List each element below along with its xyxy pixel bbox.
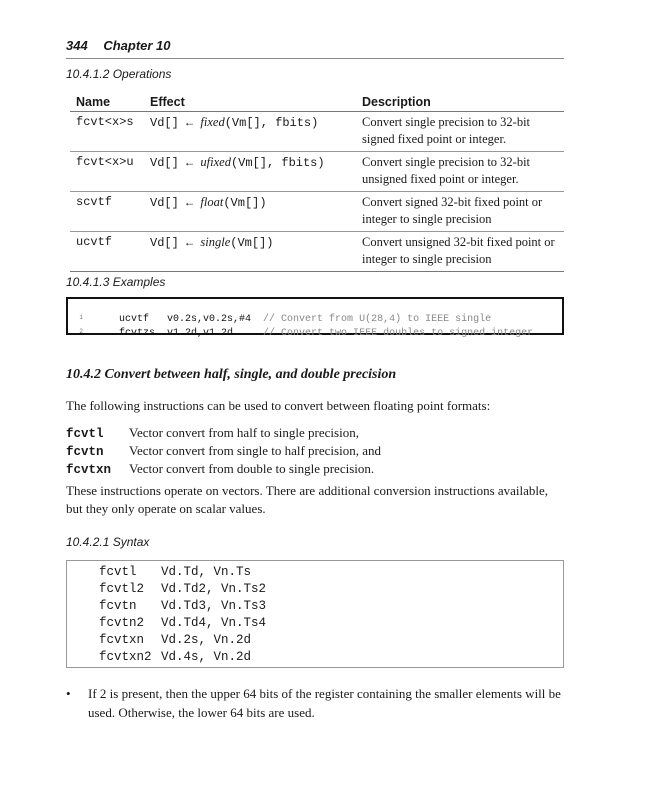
table-row (70, 232, 564, 272)
syntax-line: fcvtxn Vd.2s, Vn.2d (99, 633, 252, 647)
definition-term: fcvtn (66, 445, 104, 459)
line-number: 1 (79, 314, 83, 321)
operations-table (70, 93, 564, 272)
operations-heading: 10.4.1.2 Operations (66, 67, 172, 81)
list-item (66, 460, 381, 478)
chapter-title: Chapter 10 (103, 38, 171, 53)
column-header-effect: Effect (144, 93, 356, 112)
page-number: 344 (66, 38, 88, 53)
instruction-name: ucvtf (70, 232, 144, 272)
syntax-line: fcvtn2 Vd.Td4, Vn.Ts4 (99, 616, 267, 630)
syntax-box (66, 560, 564, 668)
table-header-row (70, 93, 564, 112)
column-header-description: Description (356, 93, 564, 112)
code-comment: // Convert two IEEE doubles to signed integer (263, 328, 534, 339)
instruction-name: fcvt<x>u (70, 152, 144, 192)
vectors-paragraph: These instructions operate on vectors. There are additional conversion instructions available, but they only operate on scalar values. (66, 483, 549, 516)
instruction-effect: Vd[] ← float(Vm[]) (144, 192, 356, 232)
syntax-line: fcvtxn2 Vd.4s, Vn.2d (99, 650, 252, 664)
syntax-line: fcvtl Vd.Td, Vn.Ts (99, 565, 252, 579)
list-item (66, 424, 381, 442)
instruction-effect: Vd[] ← single(Vm[]) (144, 232, 356, 272)
code-listing (66, 297, 564, 339)
syntax-heading: 10.4.2.1 Syntax (66, 535, 150, 549)
examples-heading: 10.4.1.3 Examples (66, 275, 166, 289)
code-comment: // Convert from U(28,4) to IEEE single (263, 314, 492, 325)
column-header-name: Name (70, 93, 144, 112)
bullet-item (66, 684, 561, 722)
code-line: 2 fcvtzs v1.2d,v1.2d // Convert two IEEE doubles to signed integer (95, 317, 533, 331)
instruction-description: Convert unsigned 32-bit fixed point or integer to single precision (356, 232, 564, 272)
intro-paragraph: The following instructions can be used to convert between floating point formats: (66, 398, 491, 413)
definition-desc: Vector convert from single to half precision, and (129, 443, 381, 458)
instruction-effect: Vd[] ← fixed(Vm[], fbits) (144, 112, 356, 152)
page-header (66, 38, 564, 59)
instruction-name: fcvt<x>s (70, 112, 144, 152)
syntax-line: fcvtn Vd.Td3, Vn.Ts3 (99, 599, 267, 613)
definition-list (66, 424, 381, 478)
instruction-name: scvtf (70, 192, 144, 232)
line-number: 2 (79, 328, 83, 335)
table-row (70, 152, 564, 192)
section-heading: 10.4.2 Convert between half, single, and double precision (66, 367, 397, 382)
list-item (66, 442, 381, 460)
syntax-line: fcvtl2 Vd.Td2, Vn.Ts2 (99, 582, 267, 596)
definition-term: fcvtl (66, 427, 104, 441)
table-row (70, 112, 564, 152)
table-row (70, 192, 564, 232)
instruction-description: Convert signed 32-bit fixed point or integer to single precision (356, 192, 564, 232)
code-line: 1 ucvtf v0.2s,v0.2s,#4 // Convert from U(28,4) to IEEE single (95, 303, 491, 317)
bullet-icon: • (66, 686, 71, 701)
definition-desc: Vector convert from half to single precision, (129, 425, 359, 440)
bullet-text: If 2 is present, then the upper 64 bits of the register containing the smaller elements will be used. Otherwise, the lower 64 bits are used. (88, 686, 561, 720)
instruction-effect: Vd[] ← ufixed(Vm[], fbits) (144, 152, 356, 192)
definition-desc: Vector convert from double to single precision. (129, 461, 375, 476)
definition-term: fcvtxn (66, 463, 112, 477)
instruction-description: Convert single precision to 32-bit unsigned fixed point or integer. (356, 152, 564, 192)
instruction-description: Convert single precision to 32-bit signed fixed point or integer. (356, 112, 564, 152)
